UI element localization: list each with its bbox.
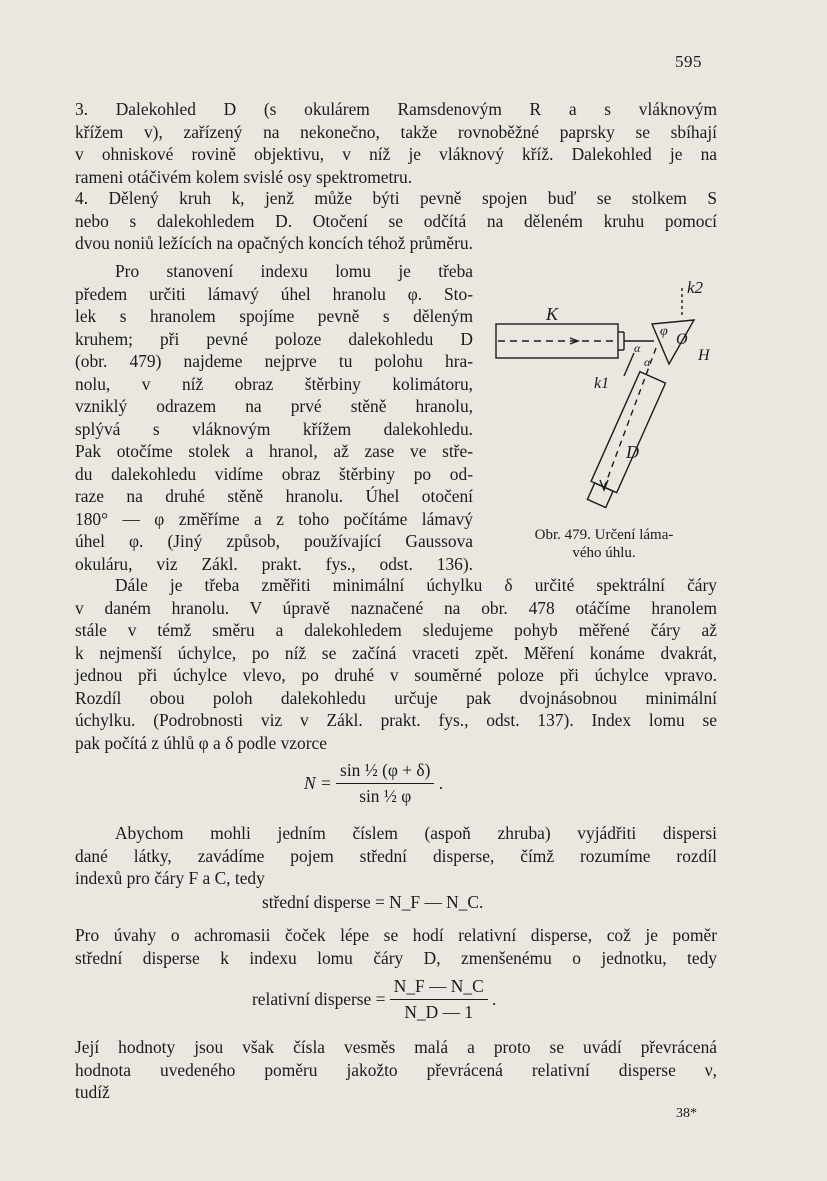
text-line: Abychom mohli jedním číslem (aspoň zhruba) vyjádřiti dispersi (115, 823, 717, 843)
text-line: (obr. 479) najdeme nejprve tu polohu hra- (75, 351, 473, 371)
formula-fraction (336, 760, 434, 807)
text-line: dané látky, zavádíme pojem střední disperse, čímž rozumíme rozdíl (75, 845, 717, 866)
text-line: pak počítá z úhlů φ a δ podle vzorce (75, 732, 327, 753)
formula-fraction (390, 976, 488, 1023)
label-k1: k1 (594, 375, 610, 392)
text-line: k nejmenší úchylce, po níž se začíná vraceti zpět. Měření konáme dvakrát, (75, 642, 717, 663)
text-line: splývá s vláknovým křížem dalekohledu. (75, 418, 473, 439)
text-line: úhel φ. (Jiný způsob, používající Gaussova (75, 531, 473, 551)
text-line: úchylku. (Podrobnosti viz v Zákl. prakt. fys., odst. 137). Index lomu se (75, 710, 717, 730)
prism-angle-paragraph (75, 260, 473, 575)
text-line: kruhem; při pevné poloze dalekohledu D (75, 328, 473, 349)
text-line: nebo s dalekohledem D. Otočení se odčítá na děleném kruhu pomocí (75, 210, 717, 231)
optical-axis-d (604, 348, 656, 488)
text-line: dvou noniů ležících na opačných koncích téhož průměru. (75, 233, 473, 253)
text-line: Pro úvahy o achromasii čoček lépe se hodí relativní disperse, což je poměr (75, 925, 717, 945)
signature-mark: 38* (676, 1106, 697, 1121)
text-line: vzniklý odrazem na prvé stěně hranolu, (75, 396, 473, 416)
label-phi: φ (660, 324, 668, 339)
formula-numerator: sin ½ (φ + δ) (340, 760, 431, 780)
relative-dispersion-paragraph (75, 924, 717, 969)
text-line: Její hodnoty jsou však čísla vesměs malá a proto se uvádí převrácená (75, 1037, 717, 1057)
formula-numerator: N_F — N_C (393, 976, 484, 996)
label-alpha-1: α (634, 341, 641, 355)
item-4-paragraph (75, 187, 717, 255)
label-o: O (676, 331, 688, 348)
text-line: du dalekohledu vidíme obraz štěrbiny po od- (75, 463, 473, 484)
page-number: 595 (675, 52, 702, 71)
label-d: D (626, 442, 639, 462)
text-line: Dále je třeba změřiti minimální úchylku δ určité spektrální čáry (115, 575, 717, 595)
text-line: rameni otáčivém kolem svislé osy spektrometru. (75, 166, 413, 187)
telescope-d (584, 372, 666, 509)
text-line: předem určiti lámavý úhel hranolu φ. Sto- (75, 283, 473, 304)
text-line: Pro stanovení indexu lomu je třeba (115, 261, 473, 281)
figure-479-diagram (484, 268, 724, 533)
figure-caption (494, 526, 714, 562)
text-line: indexů pro čáry F a C, tedy (75, 868, 265, 888)
text-line: v ohniskové rovině objektivu, v níž je vláknový kříž. Dalekohled je na (75, 144, 717, 164)
telescope-d-eyepiece (587, 483, 613, 508)
text-line: jednou při úchylce vlevo, po druhé v souměrné poloze při úchylce vpravo. (75, 665, 717, 685)
text-line: 180° — φ změříme a z toho počítáme lámavý (75, 508, 473, 529)
text-line: tudíž (75, 1082, 110, 1102)
text-line: křížem v), zařízený na nekonečno, takže rovnoběžné paprsky se sbíhají (75, 121, 717, 142)
minimum-deviation-paragraph (75, 574, 717, 754)
mean-dispersion-formula: střední disperse = N_F — N_C. (262, 892, 484, 912)
text-line: v daném hranolu. V úpravě naznačené na obr. 478 otáčíme hranolem (75, 597, 717, 618)
text-line: 3. Dalekohled D (s okulárem Ramsdenovým R a s vláknovým (75, 99, 717, 119)
item-3-paragraph (75, 98, 717, 188)
text-line: Rozdíl obou poloh dalekohledu určuje pak dvojnásobnou minimální (75, 687, 717, 708)
label-h: H (698, 347, 710, 364)
text-line: Pak otočíme stolek a hranol, až zase ve stře- (75, 441, 473, 461)
formula-end: . (438, 773, 444, 793)
formula-denominator: sin ½ φ (336, 783, 434, 807)
formula-lhs: N = (304, 773, 332, 793)
label-alpha-2: α (644, 355, 651, 369)
text-line: lek s hranolem spojíme pevně s děleným (75, 306, 473, 326)
label-k2: k2 (687, 278, 704, 297)
relative-dispersion-formula (252, 976, 496, 1023)
text-line: hodnota uvedeného poměru jakožto převrácená relativní disperse ν, (75, 1059, 717, 1080)
text-line: okuláru, viz Zákl. prakt. fys., odst. 136). (75, 553, 473, 574)
formula-end: . (492, 989, 497, 1009)
caption-line: Obr. 479. Určení láma- (534, 527, 674, 543)
formula-denominator: N_D — 1 (390, 999, 488, 1023)
refractive-index-formula (304, 760, 443, 807)
prism-triangle (652, 320, 694, 364)
formula-lhs: relativní disperse = (252, 989, 386, 1009)
label-k: K (546, 304, 559, 324)
text-line: raze na druhé stěně hranolu. Úhel otočení (75, 486, 473, 506)
text-line: stále v témž směru a dalekohledem sledujeme pohyb měřené čáry až (75, 620, 717, 640)
caption-line: vého úhlu. (572, 545, 636, 561)
text-line: střední disperse k indexu lomu čáry D, zmenšenému o jednotku, tedy (75, 947, 717, 968)
mean-dispersion-paragraph (75, 822, 717, 890)
text-line: 4. Dělený kruh k, jenž může býti pevně spojen buď se stolkem S (75, 188, 717, 208)
text-line: nolu, v níž obraz štěrbiny kolimátoru, (75, 373, 473, 394)
reciprocal-dispersion-paragraph (75, 1036, 717, 1104)
ray-line (624, 353, 634, 376)
